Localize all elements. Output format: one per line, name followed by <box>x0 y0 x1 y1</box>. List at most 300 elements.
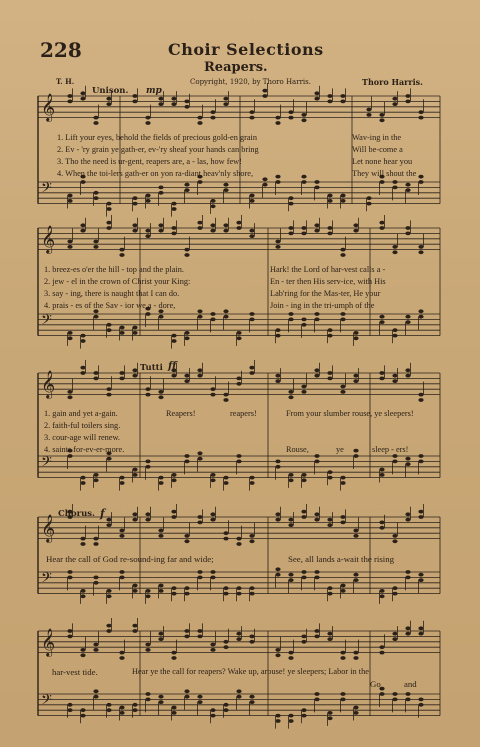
notehead <box>327 334 332 338</box>
notehead <box>236 226 241 230</box>
notehead <box>197 221 202 225</box>
notehead <box>327 94 332 98</box>
notehead <box>340 194 345 198</box>
notehead <box>119 476 124 480</box>
bass-clef: 𝄢 <box>41 454 52 474</box>
notehead <box>340 100 345 104</box>
notehead <box>314 374 319 378</box>
notehead <box>184 253 189 257</box>
notehead <box>145 121 150 125</box>
notehead <box>119 326 124 330</box>
notehead <box>67 635 72 639</box>
notehead <box>106 703 111 707</box>
notehead <box>275 653 280 657</box>
bass-word: Go <box>370 679 381 689</box>
notehead <box>249 371 254 375</box>
notehead <box>184 635 189 639</box>
notehead <box>197 576 202 580</box>
notehead <box>184 695 189 699</box>
notehead <box>210 648 215 652</box>
notehead <box>249 366 254 370</box>
notehead <box>197 457 202 461</box>
notehead <box>236 460 241 464</box>
notehead <box>80 648 85 652</box>
notehead <box>132 624 137 628</box>
notehead <box>93 240 98 244</box>
notehead <box>327 226 332 230</box>
notehead <box>80 97 85 101</box>
notehead <box>132 584 137 588</box>
notehead <box>379 180 384 184</box>
notehead <box>314 629 319 633</box>
notehead <box>288 226 293 230</box>
dynamic-ff: ff <box>168 361 177 372</box>
notehead <box>145 518 150 522</box>
notehead <box>327 100 332 104</box>
notehead <box>171 97 176 101</box>
notehead <box>145 460 150 464</box>
notehead <box>210 204 215 208</box>
notehead <box>301 323 306 327</box>
verse-line: Join - ing in the tri-umph of the <box>270 301 375 310</box>
notehead <box>236 336 241 340</box>
notehead <box>67 194 72 198</box>
notehead <box>327 518 332 522</box>
notehead <box>119 481 124 485</box>
notehead <box>223 703 228 707</box>
verse-line: Let none hear you <box>352 157 413 166</box>
notehead <box>327 592 332 596</box>
notehead <box>93 191 98 195</box>
notehead <box>93 473 98 477</box>
notehead <box>119 570 124 574</box>
notehead <box>392 586 397 590</box>
notehead <box>249 318 254 322</box>
notehead <box>288 110 293 114</box>
notehead <box>132 708 137 712</box>
bass-clef: 𝄢 <box>41 570 52 590</box>
notehead <box>353 223 358 227</box>
notehead <box>301 570 306 574</box>
notehead <box>353 656 358 660</box>
notehead <box>340 385 345 389</box>
notehead <box>223 309 228 313</box>
copyright-notice: Copyright, 1920, by Thoro Harris. <box>190 78 311 86</box>
notehead <box>223 531 228 535</box>
notehead <box>288 719 293 723</box>
notehead <box>197 629 202 633</box>
notehead <box>405 457 410 461</box>
notehead <box>145 234 150 238</box>
notehead <box>392 698 397 702</box>
notehead <box>184 592 189 596</box>
notehead <box>379 377 384 381</box>
notehead <box>353 529 358 533</box>
notehead <box>262 177 267 181</box>
verse-line: Hark! the Lord of har-vest calls a - <box>270 265 386 274</box>
notehead <box>132 229 137 233</box>
notehead <box>184 100 189 104</box>
notehead <box>158 390 163 394</box>
notehead <box>275 328 280 332</box>
notehead <box>418 393 423 397</box>
notehead <box>301 385 306 389</box>
notehead <box>288 232 293 236</box>
notehead <box>314 635 319 639</box>
notehead <box>184 183 189 187</box>
notehead <box>236 592 241 596</box>
notehead <box>392 539 397 543</box>
notehead <box>418 573 423 577</box>
notehead <box>93 371 98 375</box>
notehead <box>288 312 293 316</box>
notehead <box>405 320 410 324</box>
notehead <box>67 570 72 574</box>
verse-line: Lab'ring for the Mas-ter, He your <box>270 289 381 298</box>
notehead <box>288 651 293 655</box>
notehead <box>314 576 319 580</box>
notehead <box>184 534 189 538</box>
notehead <box>184 336 189 340</box>
notehead <box>80 91 85 95</box>
notehead <box>288 395 293 399</box>
notehead <box>392 692 397 696</box>
notehead <box>379 526 384 530</box>
notehead <box>67 199 72 203</box>
notehead <box>275 374 280 378</box>
notehead <box>210 393 215 397</box>
treble-clef: 𝄞 <box>41 370 56 398</box>
notehead <box>106 323 111 327</box>
bass-clef: 𝄢 <box>41 312 52 332</box>
notehead <box>353 336 358 340</box>
notehead <box>314 186 319 190</box>
notehead <box>210 570 215 574</box>
notehead <box>67 240 72 244</box>
notehead <box>132 223 137 227</box>
chorus-lyrics-call: Hear ye the call for reapers? Wake up, arouse! ye sleepers; Labor in the <box>132 667 369 676</box>
notehead <box>132 589 137 593</box>
notehead <box>197 116 202 120</box>
notehead <box>171 510 176 514</box>
notehead <box>353 331 358 335</box>
notehead <box>340 312 345 316</box>
notehead <box>327 637 332 641</box>
notehead <box>132 196 137 200</box>
notehead <box>366 113 371 117</box>
notehead <box>93 245 98 249</box>
notehead <box>197 521 202 525</box>
notehead <box>145 648 150 652</box>
notehead <box>236 382 241 386</box>
notehead <box>158 191 163 195</box>
notehead <box>327 371 332 375</box>
notehead <box>353 706 358 710</box>
notehead <box>314 570 319 574</box>
notehead <box>301 478 306 482</box>
notehead <box>171 592 176 596</box>
notehead <box>210 387 215 391</box>
notehead <box>158 223 163 227</box>
notehead <box>197 635 202 639</box>
notehead <box>184 539 189 543</box>
notehead <box>275 240 280 244</box>
book-title: Choir Selections <box>168 40 324 59</box>
notehead <box>288 573 293 577</box>
notehead <box>132 629 137 633</box>
notehead <box>93 643 98 647</box>
notehead <box>327 328 332 332</box>
notehead <box>210 518 215 522</box>
notehead <box>158 637 163 641</box>
notehead <box>119 651 124 655</box>
refrain-word: From your slumber rouse, ye sleepers! <box>286 409 414 418</box>
notehead <box>340 390 345 394</box>
notehead <box>353 379 358 383</box>
notehead <box>340 521 345 525</box>
notehead <box>106 97 111 101</box>
notehead <box>340 651 345 655</box>
notehead <box>275 465 280 469</box>
notehead <box>106 457 111 461</box>
verse-line: 1. breez-es o'er the hill - top and the plain. <box>44 265 184 274</box>
verse-line: 4. saints for-ev-er-more. <box>44 445 125 454</box>
notehead <box>197 515 202 519</box>
notehead <box>288 656 293 660</box>
notehead <box>197 451 202 455</box>
notehead <box>262 94 267 98</box>
notehead <box>158 395 163 399</box>
notehead <box>80 714 85 718</box>
chorus-label: Chorus. <box>58 509 96 519</box>
verse-line: 2. Ev - 'ry grain ye gath-er, ev-'ry sheaf your hands can bring <box>57 145 259 154</box>
notehead <box>249 700 254 704</box>
notehead <box>119 576 124 580</box>
notehead <box>288 196 293 200</box>
notehead <box>405 692 410 696</box>
notehead <box>171 586 176 590</box>
notehead <box>197 700 202 704</box>
notehead <box>366 196 371 200</box>
notehead <box>145 465 150 469</box>
notehead <box>106 708 111 712</box>
notehead <box>288 578 293 582</box>
notehead <box>145 594 150 598</box>
bass-word: sleep - ers! <box>372 445 409 454</box>
notehead <box>314 180 319 184</box>
notehead <box>249 539 254 543</box>
notehead <box>340 248 345 252</box>
notehead <box>314 692 319 696</box>
notehead <box>327 476 332 480</box>
refrain-word: reapers! <box>230 409 257 418</box>
notehead <box>314 368 319 372</box>
notehead <box>327 523 332 527</box>
notehead <box>119 377 124 381</box>
notehead <box>418 116 423 120</box>
notehead <box>210 512 215 516</box>
notehead <box>145 692 150 696</box>
notehead <box>301 118 306 122</box>
notehead <box>379 692 384 696</box>
notehead <box>288 478 293 482</box>
notehead <box>236 695 241 699</box>
refrain-word: Reapers! <box>166 409 196 418</box>
notehead <box>80 589 85 593</box>
notehead <box>418 180 423 184</box>
notehead <box>340 692 345 696</box>
notehead <box>223 393 228 397</box>
notehead <box>132 518 137 522</box>
notehead <box>275 334 280 338</box>
notehead <box>158 529 163 533</box>
verses-system1 <box>57 132 259 180</box>
verse-line: Will be-come a <box>352 145 403 154</box>
treble-clef: 𝄞 <box>41 225 56 253</box>
notehead <box>353 711 358 715</box>
notehead <box>314 318 319 322</box>
notehead <box>80 223 85 227</box>
notehead <box>262 89 267 93</box>
notehead <box>119 529 124 533</box>
notehead <box>158 315 163 319</box>
notehead <box>314 460 319 464</box>
notehead <box>67 708 72 712</box>
notehead <box>405 374 410 378</box>
notehead <box>340 515 345 519</box>
notehead <box>67 245 72 249</box>
notehead <box>80 653 85 657</box>
notehead <box>418 460 423 464</box>
notehead <box>67 629 72 633</box>
notehead <box>197 121 202 125</box>
notehead <box>80 180 85 184</box>
notehead <box>418 698 423 702</box>
notehead <box>223 640 228 644</box>
notehead <box>80 481 85 485</box>
notehead <box>80 594 85 598</box>
notehead <box>132 703 137 707</box>
notehead <box>405 94 410 98</box>
notehead <box>236 331 241 335</box>
notehead <box>171 515 176 519</box>
notehead <box>236 377 241 381</box>
notehead <box>236 689 241 693</box>
notehead <box>223 586 228 590</box>
notehead <box>249 592 254 596</box>
notehead <box>93 315 98 319</box>
notehead <box>119 371 124 375</box>
notehead <box>223 481 228 485</box>
notehead <box>275 460 280 464</box>
notehead <box>301 232 306 236</box>
notehead <box>93 478 98 482</box>
notehead <box>93 121 98 125</box>
notehead <box>236 221 241 225</box>
notehead <box>275 175 280 179</box>
notehead <box>405 232 410 236</box>
notehead <box>171 711 176 715</box>
notehead <box>223 183 228 187</box>
notehead <box>106 328 111 332</box>
verse-line: They will shout the <box>352 169 417 178</box>
notehead <box>236 537 241 541</box>
notehead <box>171 706 176 710</box>
notehead <box>379 371 384 375</box>
notehead <box>106 594 111 598</box>
verses-system3 <box>44 408 124 456</box>
notehead <box>80 708 85 712</box>
notehead <box>184 248 189 252</box>
notehead <box>392 334 397 338</box>
notehead <box>158 186 163 190</box>
notehead <box>275 379 280 383</box>
notehead <box>340 318 345 322</box>
notehead <box>119 656 124 660</box>
notehead <box>67 395 72 399</box>
notehead <box>184 460 189 464</box>
bass-word: ye <box>336 445 344 454</box>
notehead <box>223 315 228 319</box>
notehead <box>249 481 254 485</box>
notehead <box>405 183 410 187</box>
notehead <box>327 199 332 203</box>
notehead <box>301 635 306 639</box>
notehead <box>405 632 410 636</box>
notehead <box>132 468 137 472</box>
notehead <box>301 390 306 394</box>
notehead <box>275 714 280 718</box>
notehead <box>93 196 98 200</box>
notehead <box>301 640 306 644</box>
bass-clef: 𝄢 <box>41 692 52 712</box>
notehead <box>366 108 371 112</box>
notehead <box>327 470 332 474</box>
notehead <box>119 534 124 538</box>
notehead <box>353 454 358 458</box>
notehead <box>392 250 397 254</box>
notehead <box>67 576 72 580</box>
notehead <box>249 234 254 238</box>
notehead <box>132 368 137 372</box>
notehead <box>197 695 202 699</box>
notehead <box>210 478 215 482</box>
notehead <box>353 449 358 453</box>
notehead <box>379 645 384 649</box>
notehead <box>405 518 410 522</box>
notehead <box>249 635 254 639</box>
notehead <box>249 534 254 538</box>
chorus-lyrics-end: har-vest tide. <box>52 667 98 677</box>
notehead <box>340 476 345 480</box>
notehead <box>275 518 280 522</box>
notehead <box>210 110 215 114</box>
notehead <box>197 570 202 574</box>
verses-system2-right <box>270 264 386 312</box>
notehead <box>418 245 423 249</box>
lyricist-initials: T. H. <box>56 77 75 86</box>
notehead <box>405 100 410 104</box>
notehead <box>80 366 85 370</box>
notehead <box>223 97 228 101</box>
notehead <box>184 105 189 109</box>
notehead <box>288 318 293 322</box>
notehead <box>93 581 98 585</box>
notehead <box>119 706 124 710</box>
notehead <box>405 368 410 372</box>
notehead <box>106 589 111 593</box>
notehead <box>327 194 332 198</box>
